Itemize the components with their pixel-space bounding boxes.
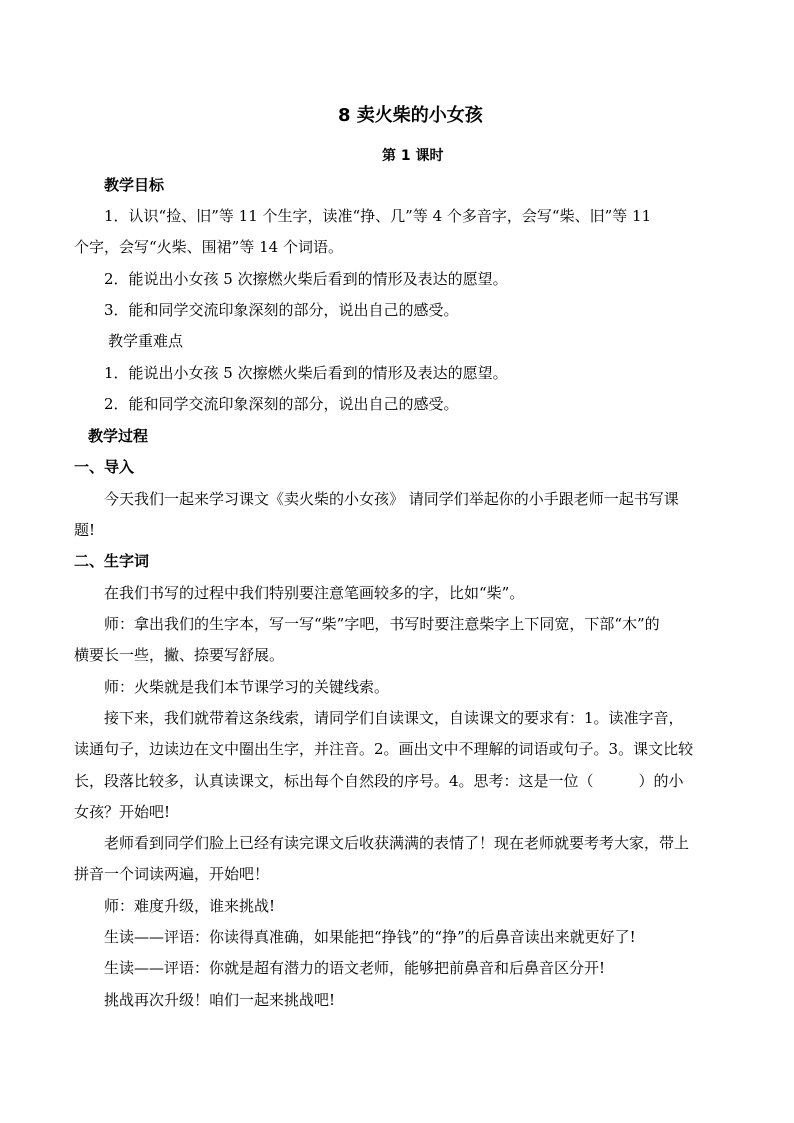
paragraph-line: 读通句子，边读边在文中圈出生字，并注音。2。画出文中不理解的词语或句子。3。课文比较 <box>74 740 694 758</box>
section-heading-vocabulary: 二、生字词 <box>74 552 150 570</box>
paragraph-line: 师：拿出我们的生字本，写一写“柴”字吧，书写时要注意柴字上下同宽，下部“木”的 <box>104 615 660 633</box>
objectives-heading: 教学目标 <box>104 176 165 194</box>
objective-line: 3．能和同学交流印象深刻的部分，说出自己的感受。 <box>104 301 459 319</box>
lesson-subtitle: 第 1 课时 <box>382 148 444 164</box>
paragraph-line: 接下来，我们就带着这条线索，请同学们自读课文，自读课文的要求有：1。读准字音， <box>104 709 684 727</box>
section-heading-intro: 一、导入 <box>74 458 135 476</box>
paragraph-line: 横要长一些，撇、捺要写舒展。 <box>74 646 285 664</box>
paragraph-line: 在我们书写的过程中我们特别要注意笔画较多的字，比如“柴”。 <box>104 584 525 602</box>
paragraph-line: 女孩？开始吧! <box>74 803 171 821</box>
paragraph-line: 师：火柴就是我们本节课学习的关键线索。 <box>104 678 390 696</box>
paragraph-line: 挑战再次升级！咱们一起来挑战吧! <box>104 991 336 1009</box>
objective-line: 个字，会写“火柴、围裙”等 14 个词语。 <box>74 238 343 256</box>
paragraph-line: 长，段落比较多，认真读课文，标出每个自然段的序号。4。思考：这是一位（ ）的小 <box>74 772 684 790</box>
process-heading: 教学过程 <box>88 427 149 445</box>
paragraph-line: 师：难度升级，谁来挑战! <box>104 897 276 915</box>
paragraph-line: 题! <box>74 521 96 539</box>
objective-line: 2．能说出小女孩 5 次擦燃火柴后看到的情形及表达的愿望。 <box>104 270 508 288</box>
paragraph-line: 老师看到同学们脸上已经有读完课文后收获满满的表情了！现在老师就要考考大家，带上 <box>104 834 690 852</box>
objective-line: 1．认识“捡、旧”等 11 个生字，读准“挣、几”等 4 个多音字，会写“柴、旧”等 11 <box>104 207 652 225</box>
paragraph-line: 拼音一个词读两遍，开始吧！ <box>74 865 270 883</box>
key-point-line: 1．能说出小女孩 5 次擦燃火柴后看到的情形及表达的愿望。 <box>104 364 508 382</box>
key-points-heading: 教学重难点 <box>108 332 184 350</box>
paragraph-line: 生读——评语：你就是超有潜力的语文老师，能够把前鼻音和后鼻音区分开! <box>104 959 606 977</box>
paragraph-line: 今天我们一起来学习课文《卖火柴的小女孩》 请同学们举起你的小手跟老师一起书写课 <box>104 490 679 508</box>
key-point-line: 2．能和同学交流印象深刻的部分，说出自己的感受。 <box>104 395 459 413</box>
paragraph-line: 生读——评语：你读得真准确，如果能把“挣钱”的“挣”的后鼻音读出来就更好了! <box>104 928 636 946</box>
document-title: 8 卖火柴的小女孩 <box>338 105 483 126</box>
